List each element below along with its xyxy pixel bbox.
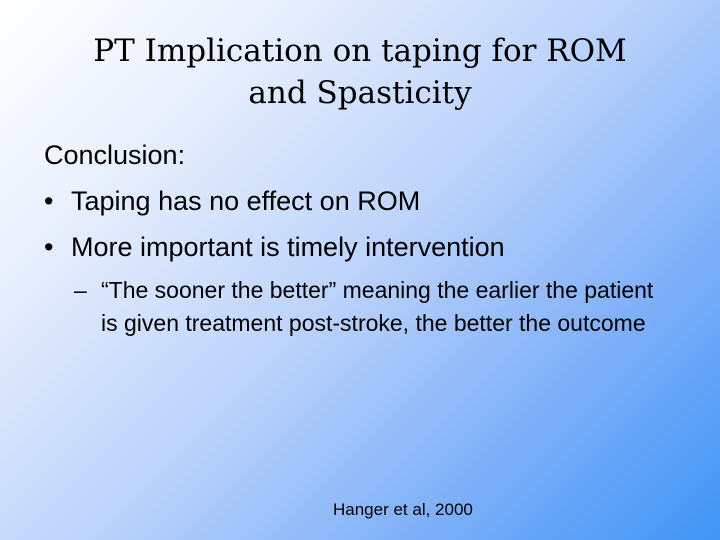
slide-title-line-1: PT Implication on taping for ROM [93,33,627,69]
bullet-marker: • [44,186,54,216]
slide-body [44,132,704,340]
bullet-marker: • [44,232,54,262]
slide-title-line-2: and Spasticity [248,75,472,111]
bullet-text: Taping has no effect on ROM [71,186,421,216]
slide-title [20,30,700,114]
bullet-item-taping [44,178,704,224]
sub-bullet-item [44,274,661,340]
conclusion-heading: Conclusion: [44,140,186,170]
bullet-text: More important is timely intervention [71,232,505,262]
sub-bullet-marker: – [74,277,87,303]
sub-bullet-text: “The sooner the better” meaning the earlier the patient is given treatment post-stroke, the better the outcome [101,277,654,336]
citation: Hanger et al, 2000 [333,500,473,519]
bullet-item-intervention [44,224,704,270]
